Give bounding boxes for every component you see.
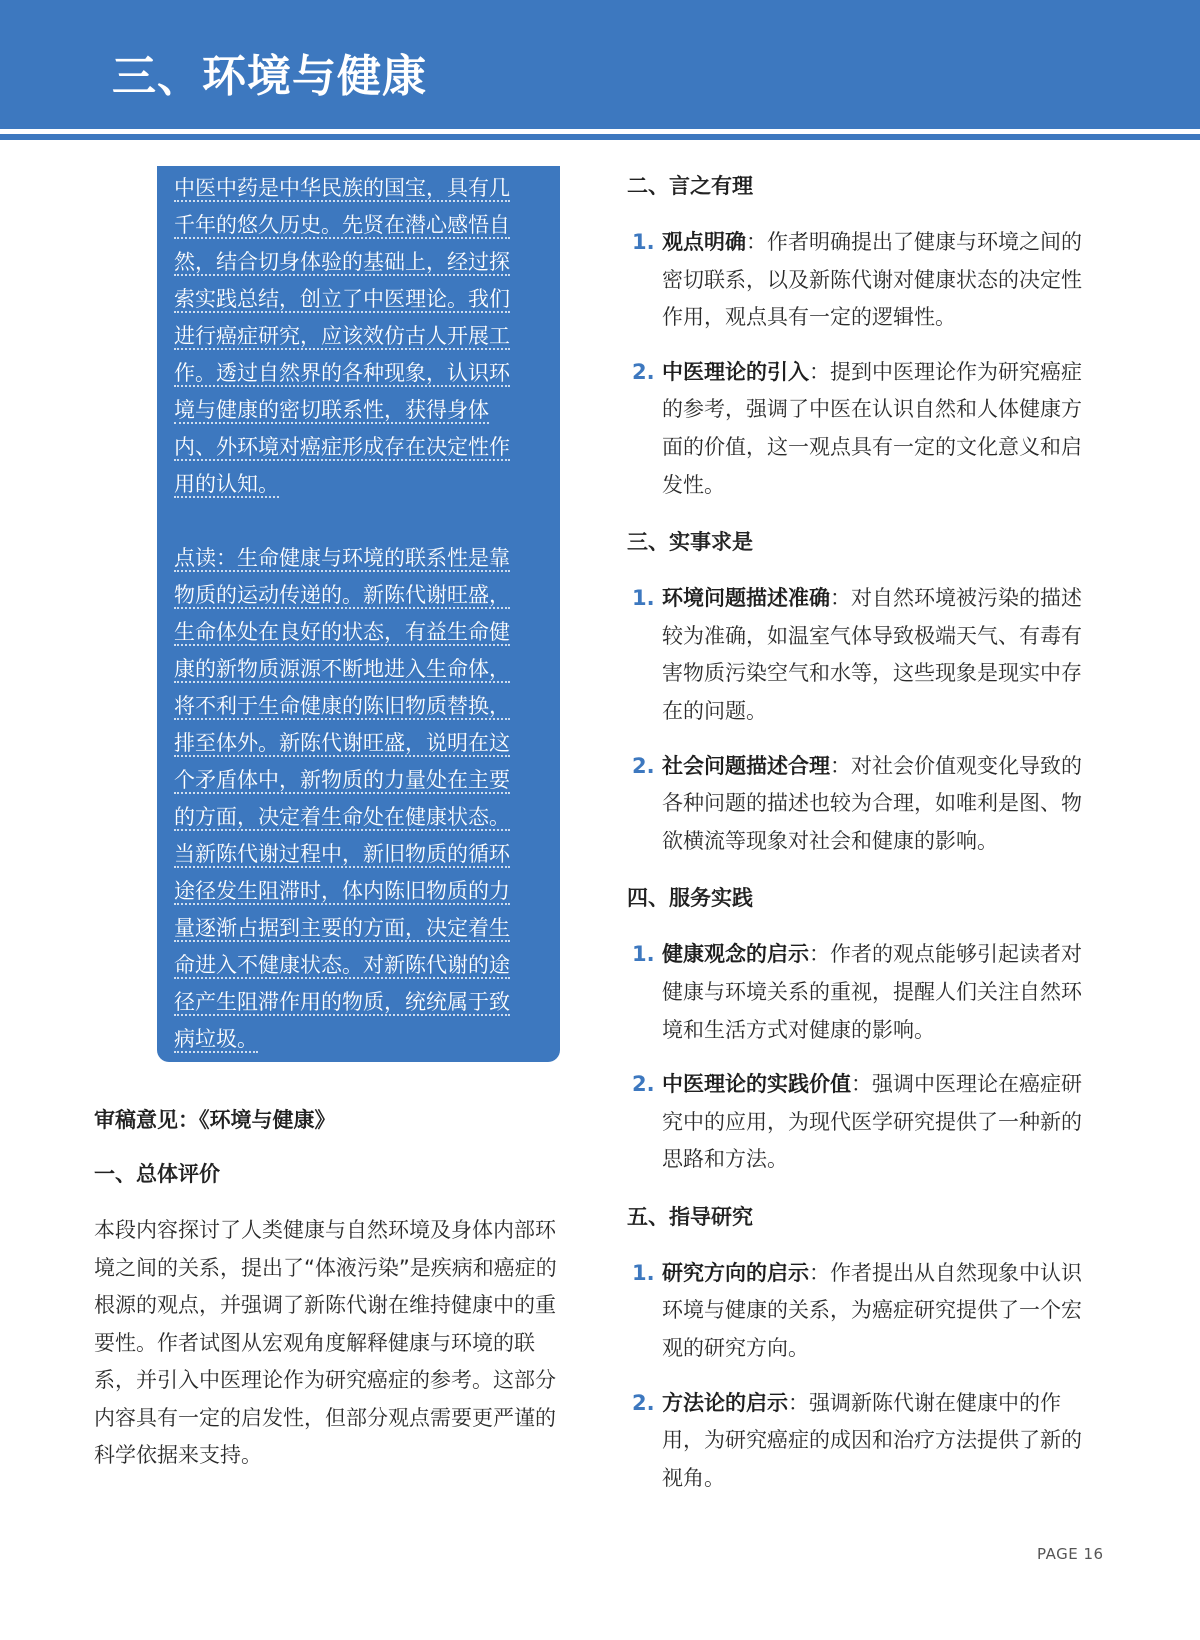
section-heading: 二、言之有理 — [627, 174, 753, 198]
item-number: 1. — [632, 586, 655, 611]
list-item — [627, 936, 1102, 1049]
section-list — [627, 580, 1102, 860]
quote-line: 点读：生命健康与环境的联系性是靠 — [174, 546, 510, 570]
section-heading: 五、指导研究 — [627, 1204, 753, 1229]
quote-line: 的方面，决定着生命处在健康状态。 — [174, 805, 510, 829]
quote-line: 然，结合切身体验的基础上，经过探 — [174, 250, 510, 274]
quote-line: 途径发生阻滞时，体内陈旧物质的力 — [174, 879, 510, 903]
quote-line: 中医中药是中华民族的国宝，具有几 — [174, 176, 510, 200]
quote-paragraph-1 — [174, 170, 538, 503]
section-list — [627, 224, 1102, 504]
quote-line: 径产生阻滞作用的物质，统统属于致 — [174, 990, 510, 1014]
item-number: 1. — [632, 1260, 655, 1285]
item-number: 1. — [632, 230, 655, 254]
quote-line: 进行癌症研究，应该效仿古人开展工 — [174, 324, 510, 348]
section-heading: 四、服务实践 — [627, 886, 753, 911]
item-text: ：作者提出从自然现象中认识环境与健康的关系，为癌症研究提供了一个宏观的研究方向。 — [662, 1260, 1082, 1361]
overall-text: 本段内容探讨了人类健康与自然环境及身体内部环境之间的关系，提出了“体液污染”是疾病和癌症的根源的观点，并强调了新陈代谢在维持健康中的重要性。作者试图从宏观角度解释健康与环境的联系，并引入中医理论作为研究癌症的参考。这部分内容具有一定的启发性，但部分观点需要更严谨的科学依据来支持。 — [94, 1218, 557, 1467]
list-item — [627, 1255, 1102, 1368]
item-text: ：对自然环境被污染的描述较为准确，如温室气体导致极端天气、有毒有害物质污染空气和水等，这些现象是现实中存在的问题。 — [662, 586, 1082, 723]
page-header — [0, 0, 1200, 129]
item-text: ：强调中医理论在癌症研究中的应用，为现代医学研究提供了一种新的思路和方法。 — [662, 1072, 1082, 1172]
quote-line: 境与健康的密切联系性，获得身体 — [174, 398, 489, 422]
quote-line: 排至体外。新陈代谢旺盛，说明在这 — [174, 731, 510, 755]
quote-line: 物质的运动传递的。新陈代谢旺盛， — [174, 583, 510, 607]
quote-line: 康的新物质源源不断地进入生命体， — [174, 657, 510, 681]
item-term: 中医理论的引入 — [662, 359, 809, 384]
item-text: ：作者明确提出了健康与环境之间的密切联系，以及新陈代谢对健康状态的决定性作用，观点具有一定的逻辑性。 — [662, 230, 1082, 330]
quote-line: 当新陈代谢过程中，新旧物质的循环 — [174, 842, 510, 866]
quote-line: 个矛盾体中，新物质的力量处在主要 — [174, 768, 510, 792]
review-summary — [94, 1104, 564, 1475]
item-number: 2. — [632, 753, 655, 778]
section-list — [627, 936, 1102, 1179]
item-term: 方法论的启示 — [662, 1390, 788, 1415]
quote-line: 命进入不健康状态。对新陈代谢的途 — [174, 953, 510, 977]
quote-line: 作。透过自然界的各种现象，认识环 — [174, 361, 510, 385]
section-list — [627, 1255, 1102, 1498]
list-item — [627, 1066, 1102, 1179]
list-item — [627, 580, 1102, 730]
quote-line: 内、外环境对癌症形成存在决定性作 — [174, 435, 510, 459]
item-text: ：作者的观点能够引起读者对健康与环境关系的重视，提醒人们关注自然环境和生活方式对健康的影响。 — [662, 942, 1082, 1042]
item-term: 研究方向的启示 — [662, 1260, 809, 1285]
quote-line: 索实践总结，创立了中医理论。我们 — [174, 287, 510, 311]
item-term: 社会问题描述合理 — [662, 753, 830, 778]
page-title: 三、环境与健康 — [112, 51, 427, 102]
item-text: ：提到中医理论作为研究癌症的参考，强调了中医在认识自然和人体健康方面的价值，这一观点具有一定的文化意义和启发性。 — [662, 359, 1082, 497]
quote-box — [157, 166, 560, 1062]
item-text: ：强调新陈代谢在健康中的作用，为研究癌症的成因和治疗方法提供了新的视角。 — [662, 1390, 1082, 1490]
quote-line: 将不利于生命健康的陈旧物质替换， — [174, 694, 510, 718]
quote-line: 用的认知。 — [174, 472, 279, 496]
quote-line: 病垃圾。 — [174, 1027, 258, 1051]
quote-line: 生命体处在良好的状态，有益生命健 — [174, 620, 510, 644]
item-term: 健康观念的启示 — [662, 942, 809, 967]
item-term: 中医理论的实践价值 — [662, 1072, 851, 1097]
item-number: 2. — [632, 359, 655, 384]
review-sections — [627, 170, 1102, 1497]
overall-heading: 一、总体评价 — [94, 1162, 220, 1186]
review-title: 审稿意见：《环境与健康》 — [94, 1108, 336, 1132]
quote-line: 量逐渐占据到主要的方面，决定着生 — [174, 916, 510, 940]
item-number: 2. — [632, 1072, 655, 1097]
item-number: 1. — [632, 942, 655, 967]
item-term: 观点明确 — [662, 230, 746, 254]
item-term: 环境问题描述准确 — [662, 586, 830, 611]
quote-paragraph-2 — [174, 540, 538, 1058]
quote-line: 千年的悠久历史。先贤在潜心感悟自 — [174, 213, 510, 237]
header-divider — [0, 134, 1200, 140]
section-heading: 三、实事求是 — [627, 530, 753, 555]
page-number: PAGE 16 — [1037, 1545, 1104, 1563]
list-item — [627, 354, 1102, 504]
item-text: ：对社会价值观变化导致的各种问题的描述也较为合理，如唯利是图、物欲横流等现象对社会和健康的影响。 — [662, 753, 1082, 853]
item-number: 2. — [632, 1390, 655, 1415]
list-item — [627, 224, 1102, 337]
list-item — [627, 1385, 1102, 1498]
list-item — [627, 748, 1102, 861]
